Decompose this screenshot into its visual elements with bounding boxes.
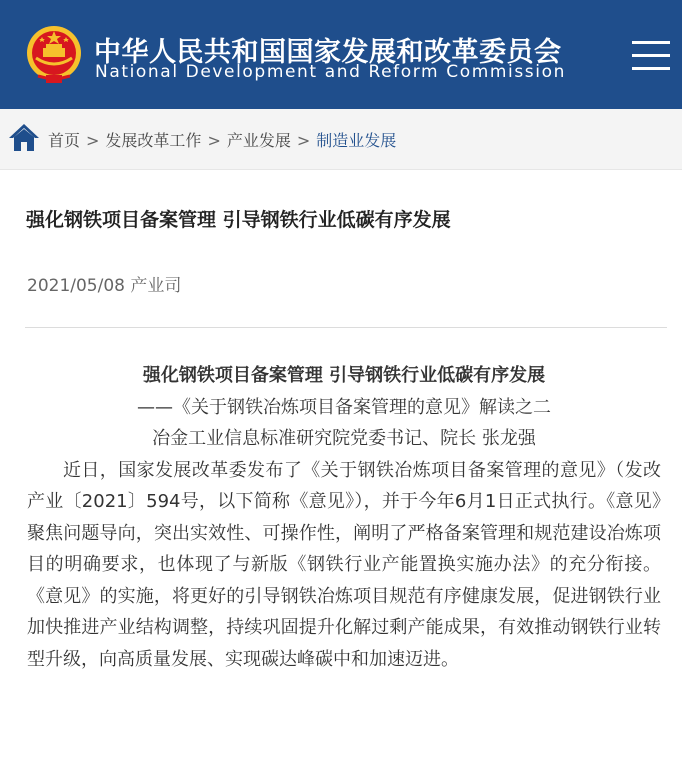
site-title-cn[interactable]: 中华人民共和国国家发展和改革委员会 bbox=[94, 37, 562, 68]
article-title: 强化钢铁项目备案管理 引导钢铁行业低碳有序发展 bbox=[26, 209, 451, 231]
site-header bbox=[0, 0, 682, 109]
body-title: 强化钢铁项目备案管理 引导钢铁行业低碳有序发展 bbox=[142, 365, 546, 386]
body-paragraph: 近日，国家发展改革委发布了《关于钢铁冶炼项目备案管理的意见》（发改产业〔2021〕594号，以下简称《意见》），并于今年6月1日正式执行。《意见》聚焦问题导向，突出实效性、可操作性，阐明了严格备案管理和规范建设冶炼项目的明确要求，也体现了与新版《钢铁行业产能置换实施办法》的充分衔接。《意见》的实施，将更好的引导钢铁冶炼项目规范有序健康发展，促进钢铁行业加快推进产业结构调整，持续巩固提升化解过剩产能成果，有效推动钢铁行业转型升级，向高质量发展、实现碳达峰碳中和加速迈进。 bbox=[27, 459, 661, 670]
article-department: 产业司 bbox=[130, 276, 182, 296]
breadcrumb-manufacturing[interactable]: 制造业发展 bbox=[316, 131, 397, 150]
body-author: 冶金工业信息标准研究院党委书记、院长 张龙强 bbox=[152, 428, 536, 449]
breadcrumb-reform-work[interactable]: 发展改革工作 bbox=[105, 131, 202, 150]
breadcrumb-home[interactable]: 首页 bbox=[48, 131, 81, 150]
national-emblem-icon[interactable] bbox=[26, 24, 82, 84]
body-subtitle: ——《关于钢铁冶炼项目备案管理的意见》解读之二 bbox=[137, 396, 551, 418]
breadcrumb bbox=[0, 109, 682, 170]
breadcrumb-links: 首页 > 发展改革工作 > 产业发展 > 制造业发展 bbox=[48, 131, 397, 150]
site-title-en[interactable]: National Development and Reform Commission bbox=[95, 62, 566, 82]
breadcrumb-industry[interactable]: 产业发展 bbox=[226, 131, 291, 150]
article-date: 2021/05/08 bbox=[27, 276, 125, 296]
hamburger-menu-icon[interactable] bbox=[632, 41, 670, 71]
divider bbox=[25, 327, 667, 328]
home-icon[interactable] bbox=[8, 122, 40, 152]
article-body bbox=[27, 360, 661, 675]
article-meta bbox=[27, 271, 181, 296]
